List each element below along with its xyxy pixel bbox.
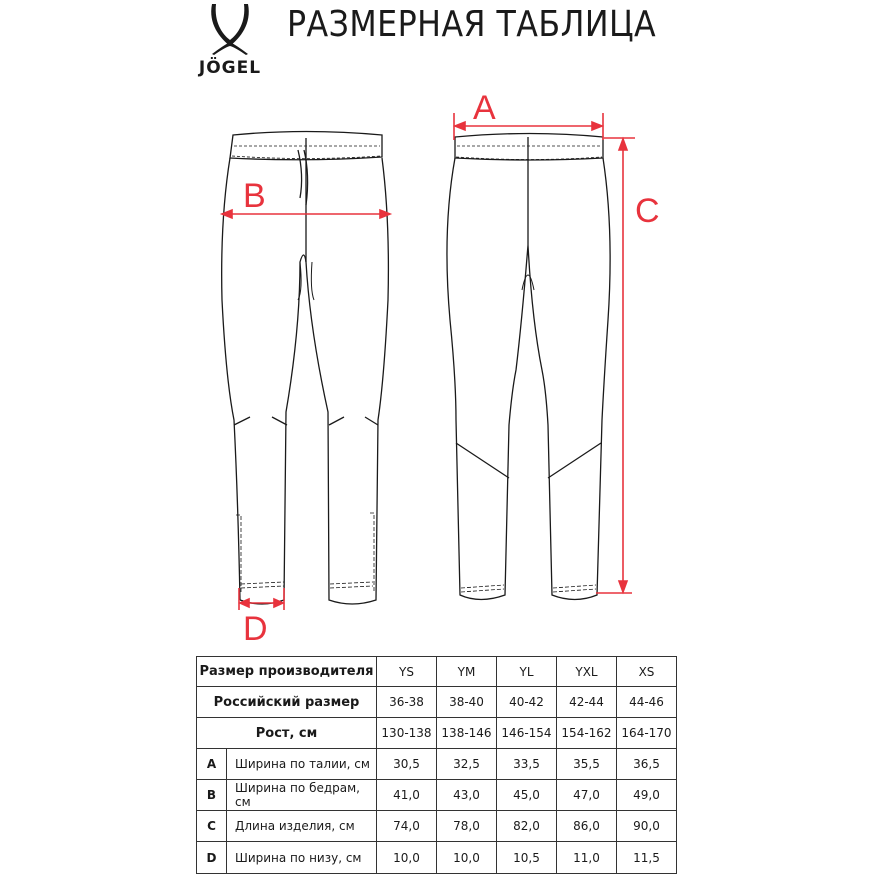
measure-letter: D: [197, 842, 227, 874]
table-row-waist: [197, 749, 677, 780]
table-cell: 30,5: [377, 749, 437, 780]
measure-letter: C: [197, 811, 227, 842]
measure-letter: A: [197, 749, 227, 780]
measure-description: Ширина по бедрам, см: [227, 780, 377, 811]
table-cell: 36-38: [377, 687, 437, 718]
table-cell: 78,0: [437, 811, 497, 842]
table-cell: 35,5: [557, 749, 617, 780]
table-row-hips: [197, 780, 677, 811]
measure-label-c: C: [635, 192, 660, 230]
table-cell: 32,5: [437, 749, 497, 780]
page-title: РАЗМЕРНАЯ ТАБЛИЦА: [287, 4, 657, 45]
table-row-length: [197, 811, 677, 842]
table-cell: 10,5: [497, 842, 557, 874]
table-cell: 49,0: [617, 780, 677, 811]
measure-description: Ширина по талии, см: [227, 749, 377, 780]
measure-label-d: D: [243, 610, 268, 648]
table-cell: 10,0: [377, 842, 437, 874]
pants-back-view: [447, 134, 610, 600]
measurement-lines: [222, 113, 635, 610]
table-cell: 130-138: [377, 718, 437, 749]
table-cell: YL: [497, 657, 557, 687]
measure-label-b: B: [243, 177, 266, 215]
measure-label-a: A: [473, 89, 496, 127]
table-cell: 154-162: [557, 718, 617, 749]
table-cell: 40-42: [497, 687, 557, 718]
table-row-russian-size: [197, 687, 677, 718]
table-row-manufacturer-size: [197, 657, 677, 687]
measure-description: Ширина по низу, см: [227, 842, 377, 874]
table-cell: 47,0: [557, 780, 617, 811]
row-header: Рост, см: [197, 718, 377, 749]
table-cell: XS: [617, 657, 677, 687]
table-cell: 146-154: [497, 718, 557, 749]
table-cell: 41,0: [377, 780, 437, 811]
table-cell: 38-40: [437, 687, 497, 718]
table-row-hem: [197, 842, 677, 874]
table-cell: 74,0: [377, 811, 437, 842]
table-cell: 33,5: [497, 749, 557, 780]
table-cell: 164-170: [617, 718, 677, 749]
table-cell: 45,0: [497, 780, 557, 811]
row-header: Российский размер: [197, 687, 377, 718]
measure-letter: B: [197, 780, 227, 811]
table-cell: 10,0: [437, 842, 497, 874]
table-cell: 11,0: [557, 842, 617, 874]
table-cell: 86,0: [557, 811, 617, 842]
size-table: [196, 656, 677, 874]
table-cell: YXL: [557, 657, 617, 687]
table-cell: 90,0: [617, 811, 677, 842]
measure-description: Длина изделия, см: [227, 811, 377, 842]
table-cell: 11,5: [617, 842, 677, 874]
table-cell: YS: [377, 657, 437, 687]
row-header: Размер производителя: [197, 657, 377, 687]
table-cell: 138-146: [437, 718, 497, 749]
table-cell: 42-44: [557, 687, 617, 718]
table-cell: YM: [437, 657, 497, 687]
brand-name: JÖGEL: [198, 58, 262, 78]
table-row-height: [197, 718, 677, 749]
table-cell: 44-46: [617, 687, 677, 718]
table-cell: 36,5: [617, 749, 677, 780]
table-cell: 82,0: [497, 811, 557, 842]
table-cell: 43,0: [437, 780, 497, 811]
